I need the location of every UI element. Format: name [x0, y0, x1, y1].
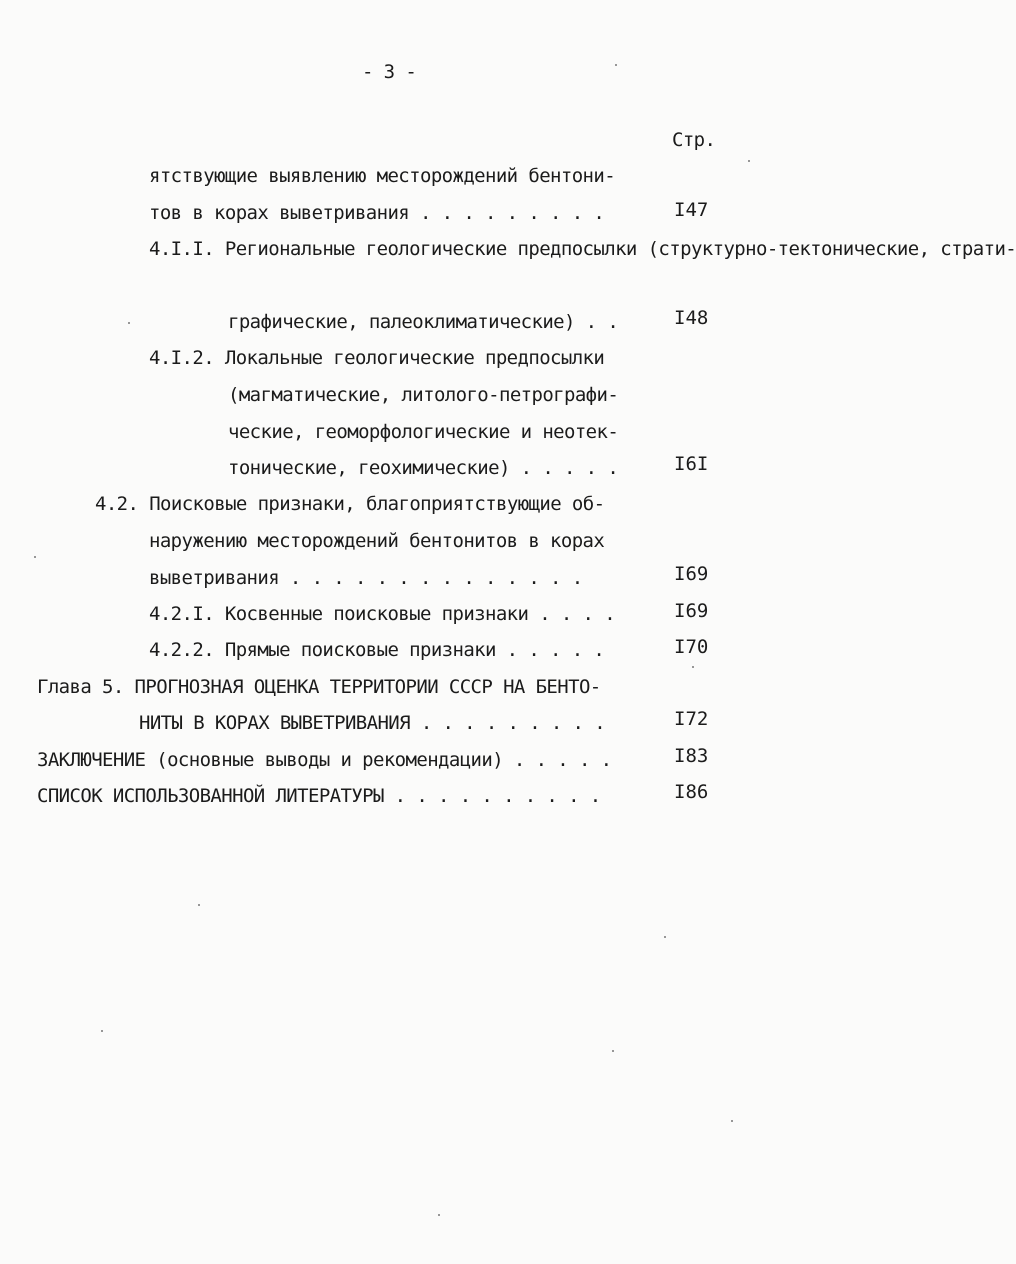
- toc-line: ятствующие выявлению месторождений бентони-: [149, 165, 616, 187]
- scan-speck: [664, 936, 666, 938]
- toc-line: 4.2.2. Прямые поисковые признаки . . . . .: [149, 639, 605, 661]
- scan-speck: [692, 666, 694, 668]
- toc-line: тов в корах выветривания . . . . . . . . .: [149, 202, 605, 224]
- toc-line: Глава 5. ПРОГНОЗНАЯ ОЦЕНКА ТЕРРИТОРИИ СССР НА БЕНТО-: [37, 676, 601, 698]
- scan-speck: [748, 160, 750, 162]
- toc-line: тонические, геохимические) . . . . .: [228, 457, 619, 479]
- scan-speck: [34, 556, 36, 558]
- toc-page-number: I70: [674, 636, 709, 658]
- toc-page-number: I47: [674, 199, 709, 221]
- toc-line: ЗАКЛЮЧЕНИЕ (основные выводы и рекомендации) . . . . .: [37, 749, 612, 771]
- toc-page-number: I86: [674, 781, 709, 803]
- toc-line: НИТЫ В КОРАХ ВЫВЕТРИВАНИЯ . . . . . . . . .: [139, 712, 606, 734]
- scan-speck: [101, 1030, 103, 1032]
- toc-line: 4.2.I. Косвенные поисковые признаки . . . .: [149, 603, 616, 625]
- toc-page-number: I6I: [674, 453, 709, 475]
- scan-speck: [438, 1214, 440, 1216]
- scan-speck: [612, 1050, 614, 1052]
- toc-page-number: I69: [674, 563, 709, 585]
- toc-line: выветривания . . . . . . . . . . . . . .: [149, 567, 583, 589]
- toc-line-text: 4.I.I. Региональные геологические предпосылки (структурно-тектонические, страти-: [149, 238, 1016, 260]
- page-number: - 3 -: [362, 61, 417, 83]
- scan-speck: [128, 322, 130, 324]
- scan-speck: [615, 64, 617, 66]
- toc-line: графические, палеоклиматические) . .: [228, 311, 619, 333]
- toc-line: наружению месторождений бентонитов в корах: [149, 530, 605, 552]
- toc-line: СПИСОК ИСПОЛЬЗОВАННОЙ ЛИТЕРАТУРЫ . . . . . . . . . .: [37, 785, 601, 807]
- toc-line: (магматические, литолого-петрографи-: [228, 384, 619, 406]
- toc-page-number: I69: [674, 600, 709, 622]
- toc-line: 4.I.2. Локальные геологические предпосылки: [149, 347, 605, 369]
- toc-line: 4.2. Поисковые признаки, благоприятствующие об-: [95, 493, 605, 515]
- page-column-header: Стр.: [672, 129, 716, 151]
- toc-page-number: I83: [674, 745, 709, 767]
- scan-speck: [731, 1120, 733, 1122]
- toc-page-number: I48: [674, 307, 709, 329]
- toc-page-number: I72: [674, 708, 709, 730]
- toc-line: [149, 237, 1016, 261]
- toc-line: ческие, геоморфологические и неотек-: [228, 421, 619, 443]
- scan-speck: [198, 904, 200, 906]
